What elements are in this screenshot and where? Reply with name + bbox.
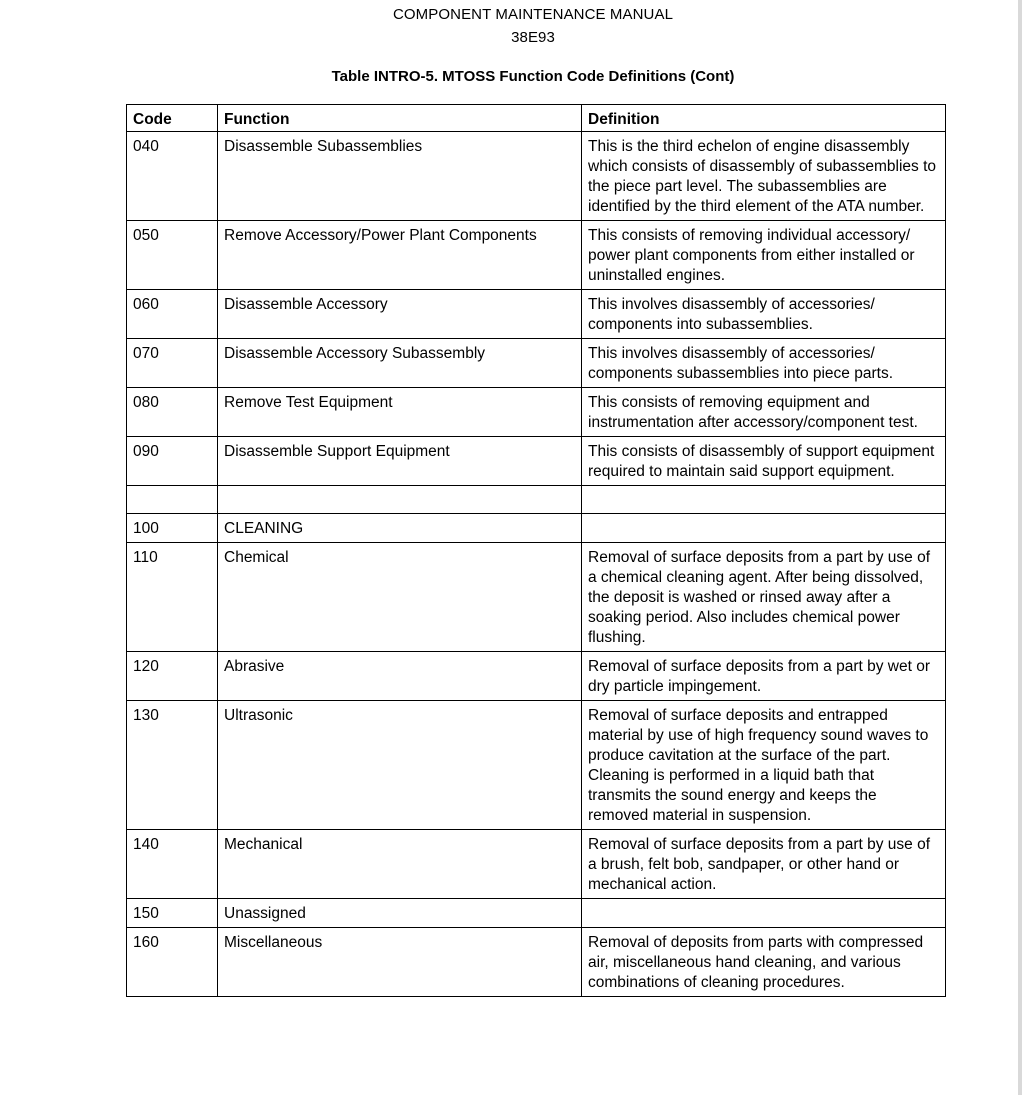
table-row [127,652,946,701]
table-row [127,514,946,543]
function-cell: Remove Accessory/Power Plant Components [218,221,582,290]
table-row [127,701,946,830]
function-cell: Ultrasonic [218,701,582,830]
manual-title: COMPONENT MAINTENANCE MANUAL [392,6,674,23]
function-cell: Disassemble Accessory Subassembly [218,339,582,388]
code-cell: 100 [127,514,218,543]
definition-cell: Removal of surface deposits from a part by use of a chemical cleaning agent. After being dissolved, the deposit is washed or rinsed away after a soaking period. Also includes chemical power flushing. [582,543,946,652]
code-cell [127,486,218,514]
function-cell: Abrasive [218,652,582,701]
table-row [127,388,946,437]
definition-cell [582,514,946,543]
table-row [127,928,946,997]
function-cell: Unassigned [218,899,582,928]
definition-cell: This consists of removing equipment and instrumentation after accessory/component test. [582,388,946,437]
definition-cell: Removal of surface deposits from a part by use of a brush, felt bob, sandpaper, or other hand or mechanical action. [582,830,946,899]
code-cell: 060 [127,290,218,339]
code-cell: 140 [127,830,218,899]
function-cell: Chemical [218,543,582,652]
function-cell [218,486,582,514]
table-row [127,221,946,290]
function-cell: Remove Test Equipment [218,388,582,437]
table-row-empty [127,486,946,514]
function-cell: Disassemble Support Equipment [218,437,582,486]
code-cell: 090 [127,437,218,486]
code-cell: 110 [127,543,218,652]
table-row [127,290,946,339]
table-row [127,543,946,652]
code-cell: 120 [127,652,218,701]
column-header-function: Function [218,105,582,132]
scrollbar-edge[interactable] [1018,0,1022,1095]
table-title: Table INTRO-5. MTOSS Function Code Definitions (Cont) [331,68,735,85]
definition-cell: This involves disassembly of accessories/ components subassemblies into piece parts. [582,339,946,388]
table-header-row [127,105,946,132]
function-cell: CLEANING [218,514,582,543]
function-cell: Mechanical [218,830,582,899]
definition-cell: Removal of surface deposits and entrapped material by use of high frequency sound waves to produce cavitation at the surface of the part. Cleaning is performed in a liquid bath that transmits the sound energy and keeps the removed material in suspension. [582,701,946,830]
definition-cell: Removal of deposits from parts with compressed air, miscellaneous hand cleaning, and various combinations of cleaning procedures. [582,928,946,997]
table-row [127,899,946,928]
definition-cell: This is the third echelon of engine disassembly which consists of disassembly of subassemblies to the piece part level. The subassemblies are identified by the third element of the ATA number. [582,132,946,221]
definition-cell: This involves disassembly of accessories/ components into subassemblies. [582,290,946,339]
code-cell: 040 [127,132,218,221]
code-cell: 130 [127,701,218,830]
definition-cell [582,899,946,928]
column-header-code: Code [127,105,218,132]
table-row [127,132,946,221]
table-row [127,830,946,899]
definition-cell: This consists of disassembly of support equipment required to maintain said support equipment. [582,437,946,486]
table-row [127,339,946,388]
function-cell: Disassemble Accessory [218,290,582,339]
definition-cell: This consists of removing individual accessory/ power plant components from either installed or uninstalled engines. [582,221,946,290]
code-cell: 080 [127,388,218,437]
document-number: 38E93 [511,29,555,46]
table-row [127,437,946,486]
function-cell: Miscellaneous [218,928,582,997]
code-cell: 150 [127,899,218,928]
function-cell: Disassemble Subassemblies [218,132,582,221]
definition-cell: Removal of surface deposits from a part by wet or dry particle impingement. [582,652,946,701]
function-code-table [126,104,946,997]
column-header-definition: Definition [582,105,946,132]
code-cell: 050 [127,221,218,290]
definition-cell [582,486,946,514]
code-cell: 160 [127,928,218,997]
code-cell: 070 [127,339,218,388]
